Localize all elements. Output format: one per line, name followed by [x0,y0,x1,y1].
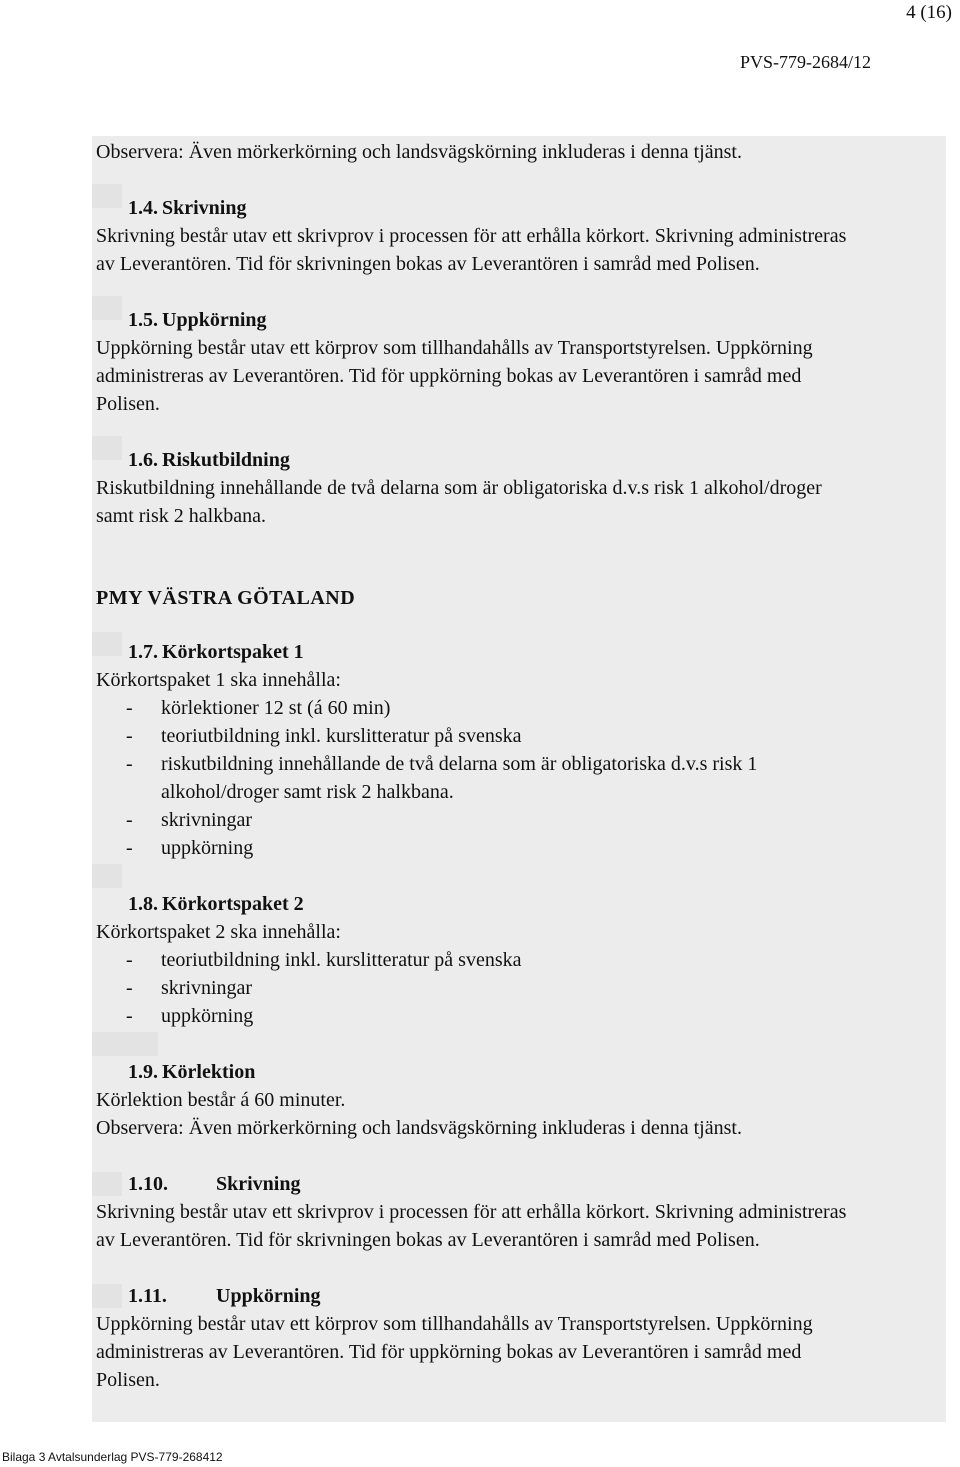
document-reference: PVS-779-2684/12 [740,52,872,72]
section-heading-1-4 [128,194,246,222]
section-number: 1.7. [128,641,158,663]
list-item: - skrivningar [126,977,253,999]
section-title: Uppkörning [216,1285,321,1307]
paragraph-line: Observera: Även mörkerkörning och landsvägskörning inkluderas i denna tjänst. [96,1117,742,1139]
section-number: 1.5. [128,309,158,331]
row-gap [92,864,122,888]
region-title: PMY VÄSTRA GÖTALAND [96,587,356,609]
row-gap [92,184,122,208]
list-item: - körlektioner 12 st (á 60 min) [126,697,391,719]
list-item: - skrivningar [126,809,253,831]
section-heading-1-5 [128,306,267,334]
section-heading-1-8 [128,890,304,918]
section-number: 1.8. [128,893,158,915]
row-gap [92,296,122,320]
section-heading-1-7 [128,638,304,666]
paragraph-line: administreras av Leverantören. Tid för uppkörning bokas av Leverantören i samråd med [96,365,802,387]
paragraph-line: av Leverantören. Tid för skrivningen bokas av Leverantören i samråd med Polisen. [96,1229,760,1251]
section-title: Skrivning [162,197,247,219]
section-title: Körkortspaket 1 [162,641,304,663]
row-gap [92,1172,122,1196]
section-number: 1.10. [128,1173,168,1195]
list-item-continuation: alkohol/droger samt risk 2 halkbana. [161,781,454,803]
row-gap [92,1032,158,1056]
list-item: - teoriutbildning inkl. kurslitteratur på svenska [126,725,522,747]
paragraph-line: Skrivning består utav ett skrivprov i processen för att erhålla körkort. Skrivning administreras [96,1201,847,1223]
section-number: 1.6. [128,449,158,471]
footer-text: Bilaga 3 Avtalsunderlag PVS-779-268412 [2,1450,223,1464]
intro-note: Observera: Även mörkerkörning och landsvägskörning inkluderas i denna tjänst. [96,141,742,163]
list-item: - uppkörning [126,837,254,859]
list-item: - uppkörning [126,1005,254,1027]
section-title: Riskutbildning [162,449,290,471]
list-item: - teoriutbildning inkl. kurslitteratur på svenska [126,949,522,971]
paragraph-line: Uppkörning består utav ett körprov som tillhandahålls av Transportstyrelsen. Uppkörning [96,1313,813,1335]
section-heading-1-6 [128,446,290,474]
section-number: 1.11. [128,1285,167,1307]
paragraph-line: Polisen. [96,393,160,415]
row-gap [92,436,122,460]
page-number: 4 (16) [906,2,952,23]
paragraph-line: Körlektion består á 60 minuter. [96,1089,346,1111]
section-title: Körlektion [162,1061,256,1083]
list-intro: Körkortspaket 2 ska innehålla: [96,921,341,943]
section-title: Körkortspaket 2 [162,893,304,915]
list-intro: Körkortspaket 1 ska innehålla: [96,669,341,691]
section-title: Skrivning [216,1173,301,1195]
list-item: - riskutbildning innehållande de två delarna som är obligatoriska d.v.s risk 1 [126,753,758,775]
paragraph-line: administreras av Leverantören. Tid för uppkörning bokas av Leverantören i samråd med [96,1341,802,1363]
paragraph-line: av Leverantören. Tid för skrivningen bokas av Leverantören i samråd med Polisen. [96,253,760,275]
row-gap [92,1284,122,1308]
row-gap [92,632,122,656]
paragraph-line: Polisen. [96,1369,160,1391]
section-number: 1.9. [128,1061,158,1083]
paragraph-line: Riskutbildning innehållande de två delarna som är obligatoriska d.v.s risk 1 alkohol/droger [96,477,822,499]
section-title: Uppkörning [162,309,267,331]
section-heading-1-10 [128,1170,300,1198]
paragraph-line: samt risk 2 halkbana. [96,505,266,527]
section-heading-1-9 [128,1058,255,1086]
section-number: 1.4. [128,197,158,219]
paragraph-line: Uppkörning består utav ett körprov som tillhandahålls av Transportstyrelsen. Uppkörning [96,337,813,359]
section-heading-1-11 [128,1282,321,1310]
paragraph-line: Skrivning består utav ett skrivprov i processen för att erhålla körkort. Skrivning administreras [96,225,847,247]
